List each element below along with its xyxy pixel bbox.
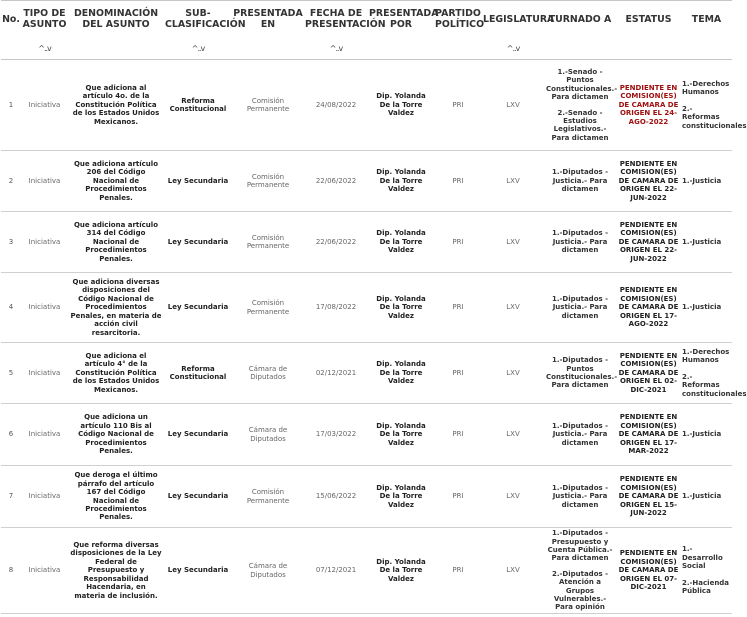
tema-item: 1.-Justicia <box>682 176 722 185</box>
turnado-item: 2.-Diputados - Atención a Grupos Vulnerables.- Para opinión <box>551 569 609 612</box>
cell-presentada-en: Cámara de Diputados <box>232 404 304 466</box>
cell-legislatura: LXV <box>482 273 544 343</box>
header-fecha: FECHA DE PRESENTACIÓN <box>304 1 368 38</box>
cell-presentada-en: Comisión Permanente <box>232 273 304 343</box>
cell-subclasificacion: Ley Secundaria <box>164 466 232 528</box>
cell-fecha: 07/12/2021 <box>304 528 368 614</box>
row-number: 8 <box>1 528 21 614</box>
cell-estatus: PENDIENTE EN COMISION(ES) DE CAMARA DE ORIGEN EL 22-JUN-2022 <box>616 151 681 212</box>
tema-item: 1.-Justicia <box>682 303 722 312</box>
header-no: No. <box>1 1 21 38</box>
cell-legislatura: LXV <box>482 212 544 273</box>
row-number: 1 <box>1 60 21 151</box>
turnado-item: 2.-Senado - Estudios Legislativos.- Para dictamen <box>551 108 609 142</box>
cell-estatus: PENDIENTE EN COMISION(ES) DE CAMARA DE ORIGEN EL 02-DIC-2021 <box>616 343 681 404</box>
cell-fecha: 02/12/2021 <box>304 343 368 404</box>
sort-subclasificacion-icon[interactable]: ^..v <box>191 43 205 53</box>
cell-tema <box>681 212 732 273</box>
header-row <box>1 1 732 38</box>
tema-item: 1.-Derechos Humanos <box>682 79 730 97</box>
asuntos-table <box>1 0 747 614</box>
cell-denominacion[interactable]: Que reforma diversas disposiciones de la Ley Federal de Presupuesto y Responsabilidad Hacendaria, en materia de inclusión. <box>68 528 164 614</box>
cell-legislatura: LXV <box>482 404 544 466</box>
cell-subclasificacion: Reforma Constitucional <box>164 60 232 151</box>
cell-turnado <box>544 273 616 343</box>
cell-turnado <box>544 60 616 151</box>
cell-tipo: Iniciativa <box>21 404 68 466</box>
cell-presentada-por: Dip. Yolanda De la Torre Valdez <box>368 60 434 151</box>
row-number: 3 <box>1 212 21 273</box>
tema-item: 1.-Justicia <box>682 430 722 439</box>
cell-tipo: Iniciativa <box>21 151 68 212</box>
tema-item: 2.-Reformas constitucionales <box>682 372 747 398</box>
cell-turnado <box>544 151 616 212</box>
table-row[interactable] <box>1 212 732 273</box>
cell-presentada-por: Dip. Yolanda De la Torre Valdez <box>368 273 434 343</box>
sort-legislatura-icon[interactable]: ^..v <box>506 43 520 53</box>
table-row[interactable] <box>1 151 732 212</box>
cell-presentada-en: Cámara de Diputados <box>232 528 304 614</box>
cell-subclasificacion: Ley Secundaria <box>164 404 232 466</box>
row-number: 4 <box>1 273 21 343</box>
cell-tema <box>681 528 732 614</box>
table-row[interactable] <box>1 60 732 151</box>
tema-item: 1.-Desarrollo Social <box>682 545 723 571</box>
cell-denominacion[interactable]: Que adiciona al artículo 4o. de la Constitución Política de los Estados Unidos Mexicanos. <box>68 60 164 151</box>
cell-tema <box>681 404 732 466</box>
cell-denominacion[interactable]: Que adiciona un artículo 110 Bis al Código Nacional de Procedimientos Penales. <box>68 404 164 466</box>
cell-tema <box>681 273 732 343</box>
cell-tipo: Iniciativa <box>21 466 68 528</box>
cell-turnado <box>544 528 616 614</box>
cell-presentada-por: Dip. Yolanda De la Torre Valdez <box>368 343 434 404</box>
header-turnado: TURNADO A <box>544 1 616 38</box>
cell-tipo: Iniciativa <box>21 273 68 343</box>
cell-presentada-en: Cámara de Diputados <box>232 343 304 404</box>
cell-fecha: 17/03/2022 <box>304 404 368 466</box>
header-presentada-por: PRESENTADA POR <box>368 1 434 38</box>
cell-partido: PRI <box>434 212 482 273</box>
header-tipo-asunto: TIPO DE ASUNTO <box>21 1 68 38</box>
cell-presentada-por: Dip. Yolanda De la Torre Valdez <box>368 528 434 614</box>
cell-legislatura: LXV <box>482 343 544 404</box>
cell-presentada-por: Dip. Yolanda De la Torre Valdez <box>368 212 434 273</box>
cell-denominacion[interactable]: Que adiciona el artículo 4° de la Constitución Política de los Estados Unidos Mexicanos. <box>68 343 164 404</box>
cell-tipo: Iniciativa <box>21 212 68 273</box>
cell-estatus: PENDIENTE EN COMISION(ES) DE CAMARA DE ORIGEN EL 07-DIC-2021 <box>616 528 681 614</box>
cell-fecha: 22/06/2022 <box>304 151 368 212</box>
row-number: 7 <box>1 466 21 528</box>
tema-item: 2.-Hacienda Pública <box>682 578 730 596</box>
table-row[interactable] <box>1 528 732 614</box>
cell-subclasificacion: Ley Secundaria <box>164 151 232 212</box>
table-row[interactable] <box>1 466 732 528</box>
cell-fecha: 15/06/2022 <box>304 466 368 528</box>
tema-item: 1.-Derechos Humanos <box>682 347 730 365</box>
cell-partido: PRI <box>434 60 482 151</box>
cell-turnado <box>544 343 616 404</box>
cell-denominacion[interactable]: Que adiciona artículo 314 del Código Nacional de Procedimientos Penales. <box>68 212 164 273</box>
turnado-item: 1.-Diputados - Justicia.- Para dictamen <box>551 421 609 447</box>
cell-fecha: 17/08/2022 <box>304 273 368 343</box>
sort-tipo-icon[interactable]: ^..v <box>38 43 51 53</box>
header-tema: TEMA <box>681 1 732 38</box>
cell-legislatura: LXV <box>482 60 544 151</box>
cell-subclasificacion: Ley Secundaria <box>164 528 232 614</box>
header-denominacion: DENOMINACIÓN DEL ASUNTO <box>68 1 164 38</box>
cell-fecha: 24/08/2022 <box>304 60 368 151</box>
cell-partido: PRI <box>434 273 482 343</box>
cell-subclasificacion: Ley Secundaria <box>164 273 232 343</box>
tema-item: 2.-Reformas constitucionales <box>682 104 747 130</box>
cell-denominacion[interactable]: Que adiciona artículo 206 del Código Nacional de Procedimientos Penales. <box>68 151 164 212</box>
header-partido: PARTIDO POLÍTICO <box>434 1 482 38</box>
cell-legislatura: LXV <box>482 528 544 614</box>
cell-tipo: Iniciativa <box>21 60 68 151</box>
cell-presentada-por: Dip. Yolanda De la Torre Valdez <box>368 404 434 466</box>
turnado-item: 1.-Diputados - Justicia.- Para dictamen <box>551 294 609 320</box>
cell-estatus: PENDIENTE EN COMISION(ES) DE CAMARA DE ORIGEN EL 15-JUN-2022 <box>616 466 681 528</box>
cell-turnado <box>544 404 616 466</box>
table-row[interactable] <box>1 273 732 343</box>
cell-legislatura: LXV <box>482 151 544 212</box>
cell-partido: PRI <box>434 528 482 614</box>
turnado-item: 1.-Diputados - Justicia.- Para dictamen <box>551 168 609 194</box>
turnado-item: 1.-Diputados - Puntos Constitucionales.- Para dictamen <box>546 356 618 390</box>
cell-tema <box>681 343 747 404</box>
cell-legislatura: LXV <box>482 466 544 528</box>
table-row[interactable] <box>1 404 732 466</box>
cell-tema <box>681 466 732 528</box>
row-number: 6 <box>1 404 21 466</box>
header-legislatura: LEGISLATURA <box>482 1 544 38</box>
cell-estatus: PENDIENTE EN COMISION(ES) DE CAMARA DE ORIGEN EL 22-JUN-2022 <box>616 212 681 273</box>
cell-partido: PRI <box>434 466 482 528</box>
cell-presentada-en: Comisión Permanente <box>232 212 304 273</box>
row-number: 5 <box>1 343 21 404</box>
cell-estatus: PENDIENTE EN COMISION(ES) DE CAMARA DE ORIGEN EL 24-AGO-2022 <box>616 60 681 151</box>
turnado-item: 1.-Diputados - Justicia.- Para dictamen <box>551 229 609 255</box>
header-estatus: ESTATUS <box>616 1 681 38</box>
cell-denominacion[interactable]: Que adiciona diversas disposiciones del Código Nacional de Procedimientos Penales, en materia de acción civil resarcitoria. <box>68 273 164 343</box>
turnado-item: 1.-Diputados - Justicia.- Para dictamen <box>551 483 609 509</box>
table-body <box>1 60 747 614</box>
turnado-item: 1.-Diputados - Presupuesto y Cuenta Pública.- Para dictamen <box>547 529 613 563</box>
cell-partido: PRI <box>434 404 482 466</box>
cell-presentada-por: Dip. Yolanda De la Torre Valdez <box>368 466 434 528</box>
table-row[interactable] <box>1 343 732 404</box>
cell-turnado <box>544 212 616 273</box>
cell-partido: PRI <box>434 151 482 212</box>
cell-estatus: PENDIENTE EN COMISION(ES) DE CAMARA DE ORIGEN EL 17-MAR-2022 <box>616 404 681 466</box>
cell-presentada-en: Comisión Permanente <box>232 466 304 528</box>
cell-tema <box>681 151 732 212</box>
cell-fecha: 22/06/2022 <box>304 212 368 273</box>
turnado-item: 1.-Senado - Puntos Constitucionales.- Para dictamen <box>546 67 618 102</box>
cell-presentada-por: Dip. Yolanda De la Torre Valdez <box>368 151 434 212</box>
cell-presentada-en: Comisión Permanente <box>232 151 304 212</box>
cell-subclasificacion: Ley Secundaria <box>164 212 232 273</box>
header-presentada-en: PRESENTADA EN <box>232 1 304 38</box>
header-subclasificacion: SUB-CLASIFICACIÓN <box>164 1 232 38</box>
cell-presentada-en: Comisión Permanente <box>232 60 304 151</box>
cell-denominacion[interactable]: Que deroga el último párrafo del artículo 167 del Código Nacional de Procedimientos Penales. <box>68 466 164 528</box>
sort-fecha-icon[interactable]: ^..v <box>329 43 343 53</box>
cell-estatus: PENDIENTE EN COMISION(ES) DE CAMARA DE ORIGEN EL 17-AGO-2022 <box>616 273 681 343</box>
row-number: 2 <box>1 151 21 212</box>
sort-row <box>1 37 732 60</box>
tema-item: 1.-Justicia <box>682 237 722 246</box>
cell-tipo: Iniciativa <box>21 343 68 404</box>
cell-turnado <box>544 466 616 528</box>
cell-partido: PRI <box>434 343 482 404</box>
tema-item: 1.-Justicia <box>682 492 722 501</box>
cell-tipo: Iniciativa <box>21 528 68 614</box>
cell-tema <box>681 60 747 151</box>
cell-subclasificacion: Reforma Constitucional <box>164 343 232 404</box>
